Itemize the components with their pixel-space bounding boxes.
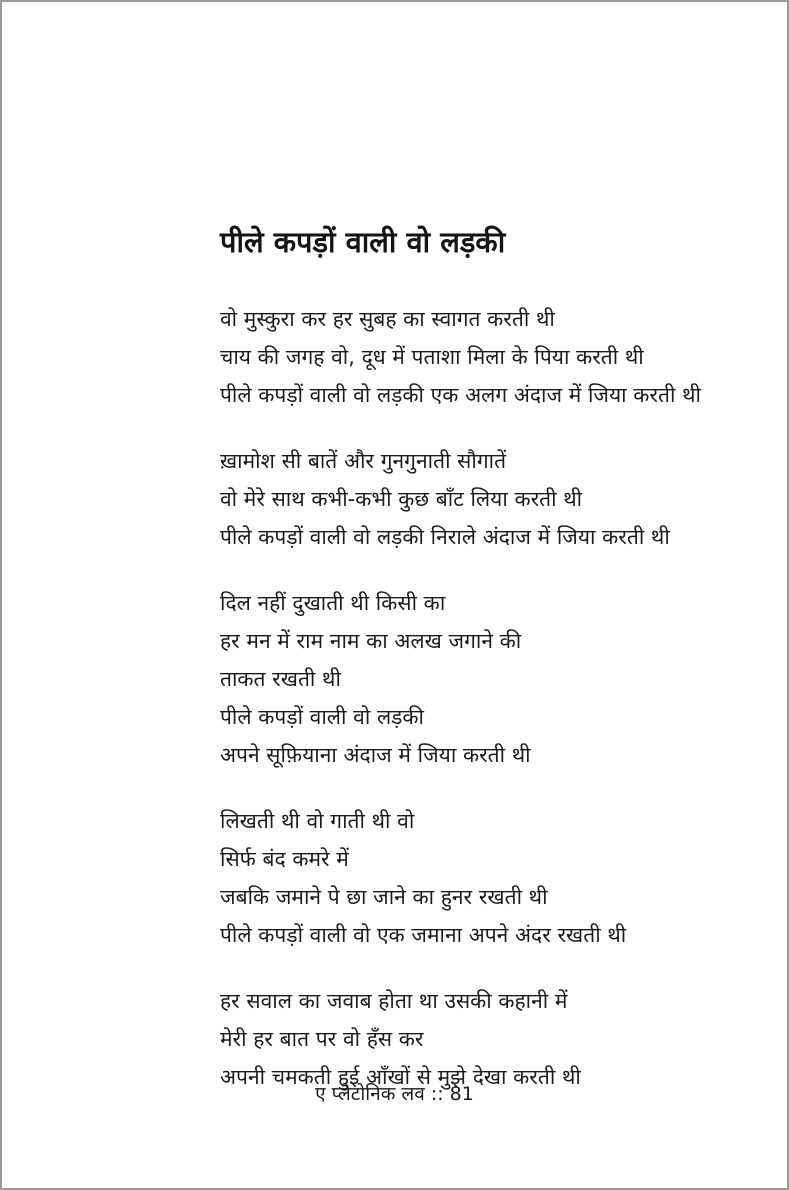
poem-line: हर मन में राम नाम का अलख जगाने की — [220, 629, 522, 654]
poem-line: वो मेरे साथ कभी-कभी कुछ बाँट लिया करती थी — [220, 487, 583, 512]
poem-line: पीले कपड़ों वाली वो लड़की — [220, 705, 424, 730]
poem-title: पीले कपड़ों वाली वो लड़की — [220, 225, 506, 259]
poem-line: सिर्फ बंद कमरे में — [220, 847, 349, 872]
poem-line: पीले कपड़ों वाली वो एक जमाना अपने अंदर रखती थी — [220, 923, 627, 948]
stanza-2 — [220, 442, 710, 556]
poem-line: पीले कपड़ों वाली वो लड़की एक अलग अंदाज में जिया करती थी — [220, 383, 701, 408]
poem-line: ताकत रखती थी — [220, 667, 341, 692]
poem-line: अपनी चमकती हुई आँखों से मुझे देखा करती थी — [220, 1065, 581, 1090]
poem-line: चाय की जगह वो, दूध में पताशा मिला के पिया करती थी — [220, 345, 644, 370]
footer-text: ए प्लेटोनिक लव :: 81 — [315, 1083, 474, 1105]
poem-line: दिल नहीं दुखाती थी किसी का — [220, 591, 446, 616]
poem-line: लिखती थी वो गाती थी वो — [220, 809, 415, 834]
stanza-4 — [220, 802, 710, 954]
stanza-3 — [220, 584, 710, 774]
poem-line: हर सवाल का जवाब होता था उसकी कहानी में — [220, 989, 568, 1014]
poem-line: मेरी हर बात पर वो हँस कर — [220, 1027, 424, 1052]
poem-line: पीले कपड़ों वाली वो लड़की निराले अंदाज में जिया करती थी — [220, 525, 670, 550]
poem-line: वो मुस्कुरा कर हर सुबह का स्वागत करती थी — [220, 307, 555, 332]
poem-line: अपने सूफ़ियाना अंदाज में जिया करती थी — [220, 743, 531, 768]
stanza-1 — [220, 300, 710, 414]
page-footer — [2, 1080, 787, 1106]
poem-line: जबकि जमाने पे छा जाने का हुनर रखती थी — [220, 885, 548, 910]
poem-content — [220, 224, 710, 1124]
poem-line: ख़ामोश सी बातें और गुनगुनाती सौगातें — [220, 449, 507, 474]
